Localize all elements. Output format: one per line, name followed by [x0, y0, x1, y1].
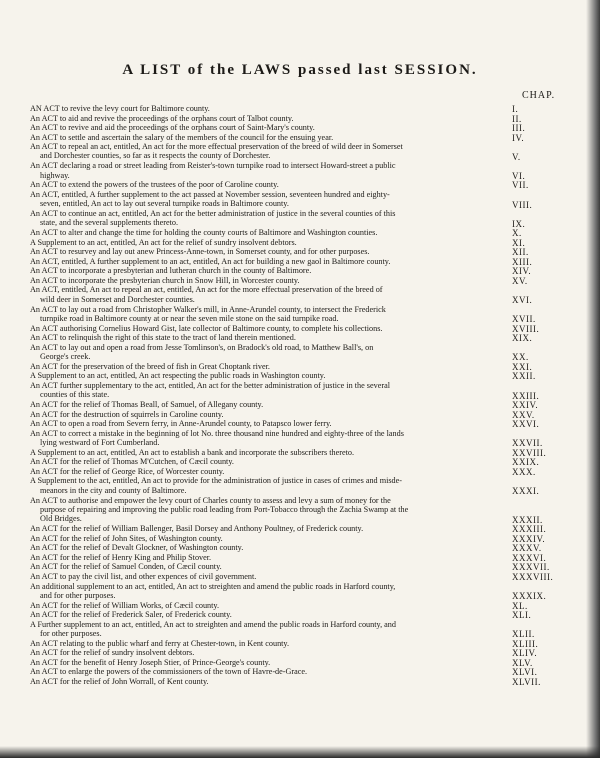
page-bottom-edge: [0, 746, 600, 758]
chapter-number: IX.: [512, 218, 526, 229]
chapter-number: XXXIX.: [512, 591, 547, 602]
chapter-number: XI.: [512, 237, 526, 248]
chapter-number: XIV.: [512, 266, 532, 277]
chapter-number: XXV.: [512, 409, 535, 420]
law-entry: [30, 276, 525, 285]
chapter-number: XII.: [512, 247, 529, 258]
chapter-number: XVII.: [512, 314, 536, 325]
law-text: An ACT, entitled, A further supplement to an act, entitled, An act for building a new gaol in Baltimore county.: [30, 256, 391, 266]
law-entry: [30, 543, 525, 552]
law-text: A Supplement to an act, entitled, An act respecting the public roads in Washington county.: [30, 371, 326, 381]
law-text: A Supplement to an act, entitled, An act to establish a bank and incorporate the subscribers thereto.: [30, 447, 354, 457]
law-text-continuation: purpose of repairing and improving the public road leading from Port-Tobacco through the Zachia Swamp at the: [40, 504, 409, 514]
law-text-continuation: and Dorchester counties, so far as it respects the county of Dorchester.: [40, 151, 271, 161]
law-text: An ACT to extend the powers of the trustees of the poor of Caroline county.: [30, 180, 279, 190]
law-text: An ACT further supplementary to the act, entitled, An act for the better administration of justice in the several: [30, 380, 390, 390]
law-text: An ACT to relinquish the right of this state to the tract of land therein mentioned.: [30, 333, 296, 343]
chapter-number: XXIX.: [512, 457, 540, 468]
law-text-continuation: wild deer in Somerset and Dorchester counties.: [40, 294, 195, 304]
chapter-number: VIII.: [512, 199, 533, 210]
chapter-number: XXIII.: [512, 390, 540, 401]
law-entry: [30, 247, 525, 256]
chapter-number: IV.: [512, 132, 525, 143]
law-text: An ACT to incorporate the presbyterian church in Snow Hill, in Worcester county.: [30, 275, 300, 285]
law-entry: [30, 133, 525, 142]
chapter-number: XLII.: [512, 629, 535, 640]
law-entry: [30, 266, 525, 275]
law-entry: [30, 562, 525, 571]
law-text: An ACT for the relief of Devalt Glockner, of Washington county.: [30, 543, 244, 553]
law-entry: [30, 620, 525, 638]
chapter-number: XXXVIII.: [512, 571, 554, 582]
chapter-number: XVI.: [512, 295, 533, 305]
law-text: An ACT to aid and revive the proceedings of the orphans court of Talbot county.: [30, 113, 294, 123]
chapter-number: XXX.: [512, 466, 536, 477]
chapter-number: XXVII.: [512, 438, 543, 449]
law-entry: [30, 362, 525, 371]
chapter-number: XXXV.: [512, 543, 542, 554]
law-text-continuation: lying westward of Fort Cumberland.: [40, 437, 160, 447]
law-text: An ACT to authorise and empower the levy court of Charles county to assess and levy a sum of money for the: [30, 495, 391, 505]
law-entry: [30, 190, 525, 208]
chapter-number: XXXVI.: [512, 552, 547, 563]
chapter-number: XXXVII.: [512, 562, 550, 573]
chapter-number: XLIV.: [512, 648, 538, 659]
law-entry: [30, 572, 525, 581]
law-text: An ACT for the relief of William Works, of Cæcil county.: [30, 600, 220, 610]
law-text: An ACT to resurvey and lay out anew Princess-Anne-town, in Somerset county, and for other purposes.: [30, 247, 370, 257]
law-text: A Supplement to the act, entitled, An act to provide for the administration of justice in cases of crimes and misde-: [30, 476, 402, 486]
law-entry: [30, 381, 525, 399]
law-text-continuation: for other purposes.: [40, 628, 102, 638]
law-entry: [30, 114, 525, 123]
chapter-number: XXXIII.: [512, 524, 547, 535]
law-entry: [30, 400, 525, 409]
law-text-continuation: state, and the several supplements thereto.: [40, 218, 179, 228]
law-entry: [30, 677, 525, 686]
chapter-number: XXXII.: [512, 514, 543, 525]
law-entry: [30, 123, 525, 132]
chapter-number: XL.: [512, 600, 528, 611]
law-text: An ACT authorising Cornelius Howard Gist, late collector of Baltimore county, to complete his collections.: [30, 323, 383, 333]
law-entry: [30, 648, 525, 657]
chapter-number: XXI.: [512, 361, 533, 372]
law-entry: [30, 257, 525, 266]
chapter-number: X.: [512, 228, 522, 239]
law-entry: [30, 371, 525, 380]
chapter-number: XVIII.: [512, 323, 540, 334]
law-entry: [30, 419, 525, 428]
law-text-continuation: counties of this state.: [40, 390, 110, 400]
law-entry: [30, 667, 525, 676]
law-entry: [30, 496, 525, 524]
chapter-number: XX.: [512, 352, 529, 363]
law-text-continuation: meanors in the city and county of Baltimore.: [40, 485, 187, 495]
law-entry: [30, 305, 525, 323]
law-text: An ACT for the relief of George Rice, of Worcester county.: [30, 466, 225, 476]
law-text: An ACT to revive and aid the proceedings of the orphans court of Saint-Mary's county.: [30, 123, 315, 133]
law-text: An ACT declaring a road or street leading from Reister's-town turnpike road to intersect Howard-street a public: [30, 161, 396, 171]
chapter-number: XXXIV.: [512, 533, 546, 544]
law-entry: [30, 467, 525, 476]
law-text-continuation: and for other purposes.: [40, 590, 116, 600]
law-entry: [30, 209, 525, 227]
law-entry: [30, 524, 525, 533]
law-text: An ACT for the relief of Frederick Saler, of Frederick county.: [30, 610, 232, 620]
chapter-number: XIX.: [512, 333, 533, 344]
law-text: An ACT to pay the civil list, and other expences of civil government.: [30, 571, 257, 581]
chapter-number: XXXI.: [512, 486, 540, 496]
chapter-number: VII.: [512, 180, 529, 191]
chapter-number: III.: [512, 123, 526, 134]
law-entry: [30, 161, 525, 179]
law-text: An ACT for the benefit of Henry Joseph Stier, of Prince-George's county.: [30, 657, 271, 667]
law-entry: [30, 238, 525, 247]
law-entry: [30, 180, 525, 189]
law-text: An ACT relating to the public wharf and ferry at Chester-town, in Kent county.: [30, 638, 290, 648]
law-entry: [30, 639, 525, 648]
law-entry: [30, 285, 525, 303]
chapter-column-header: CHAP.: [522, 90, 556, 101]
chapter-number: II.: [512, 113, 522, 124]
law-entry: [30, 410, 525, 419]
law-text-continuation: highway.: [40, 170, 70, 180]
law-entry: [30, 324, 525, 333]
law-text: An ACT to lay out a road from Christopher Walker's mill, in Anne-Arundel county, to intersect the Frederick: [30, 304, 386, 314]
page-edge-shadow: [586, 0, 600, 758]
law-entry: [30, 104, 525, 113]
chapter-number: XIII.: [512, 256, 533, 267]
law-text: An ACT, entitled, An act to repeal an act, entitled, An act for the more effectual preservation of the breed of: [30, 285, 383, 295]
chapter-number: I.: [512, 104, 519, 114]
law-text: An ACT for the relief of John Worrall, of Kent county.: [30, 677, 209, 686]
law-text: An ACT for the destruction of squirrels in Caroline county.: [30, 409, 224, 419]
law-text-continuation: seven, entitled, An act to lay out several turnpike roads in Baltimore county.: [40, 199, 289, 209]
chapter-number: XLI.: [512, 610, 532, 621]
law-text-continuation: Old Bridges.: [40, 513, 82, 523]
law-text: An ACT, entitled, A further supplement to the act passed at November session, seventeen hundred and eighty-: [30, 189, 390, 199]
law-text-continuation: George's creek.: [40, 351, 91, 361]
law-entry: [30, 610, 525, 619]
law-text: An ACT for the relief of Thomas M'Cutchen, of Cæcil county.: [30, 457, 234, 467]
law-entry: [30, 582, 525, 600]
chapter-number: VI.: [512, 170, 526, 181]
law-entry: [30, 429, 525, 447]
page-title: A LIST of the LAWS passed last SESSION.: [122, 62, 478, 78]
chapter-number: XV.: [512, 275, 528, 286]
law-entry: [30, 658, 525, 667]
law-text-continuation: turnpike road in Baltimore county at or near the seven mile stone on the said turnpike road.: [40, 313, 339, 323]
law-text: An ACT for the relief of Henry King and Philip Stover.: [30, 552, 212, 562]
law-text: AN ACT to revive the levy court for Baltimore county.: [30, 104, 210, 113]
law-text: A Supplement to an act, entitled, An act for the relief of sundry insolvent debtors.: [30, 237, 297, 247]
law-entry: [30, 448, 525, 457]
law-text: An ACT for the relief of Thomas Beall, of Samuel, of Allegany county.: [30, 400, 264, 410]
law-entry: [30, 534, 525, 543]
chapter-number: XXVIII.: [512, 447, 547, 458]
law-entry: [30, 457, 525, 466]
law-entry: [30, 142, 525, 160]
law-entry: [30, 343, 525, 361]
law-text: An ACT for the relief of sundry insolvent debtors.: [30, 648, 195, 658]
chapter-number: V.: [512, 151, 521, 162]
chapter-number: XLVII.: [512, 677, 541, 687]
law-entry: [30, 601, 525, 610]
chapter-number: XLVI.: [512, 667, 538, 678]
law-text: An ACT to repeal an act, entitled, An act for the more effectual preservation of the breed of wild deer in Somerset: [30, 142, 403, 152]
law-text: An ACT for the preservation of the breed of fish in Great Choptank river.: [30, 361, 270, 371]
law-text: An ACT for the relief of John Sites, of Washington county.: [30, 533, 223, 543]
law-entry: [30, 553, 525, 562]
law-text: An ACT to incorporate a presbyterian and lutheran church in the county of Baltimore.: [30, 266, 312, 276]
law-text: A Further supplement to an act, entitled, An act to streighten and amend the public roads in Harford county, and: [30, 619, 396, 629]
law-entry: [30, 228, 525, 237]
chapter-number: XXIV.: [512, 400, 539, 411]
chapter-number: XXVI.: [512, 419, 540, 430]
law-text: An ACT for the relief of William Ballenger, Basil Dorsey and Anthony Poultney, of Frederick county.: [30, 524, 364, 534]
law-text: An ACT to alter and change the time for holding the county courts of Baltimore and Washington counties.: [30, 228, 378, 238]
law-text: An ACT for the relief of Samuel Conden, of Cæcil county.: [30, 562, 222, 572]
chapter-number: XXII.: [512, 371, 536, 382]
law-text: An ACT to lay out and open a road from Jesse Tomlinson's, on Bradock's old road, to Matthew Ball's, on: [30, 342, 374, 352]
law-text: An ACT to settle and ascertain the salary of the members of the council for the ensuing year.: [30, 132, 334, 142]
law-text: An ACT to enlarge the powers of the commissioners of the town of Havre-de-Grace.: [30, 667, 308, 677]
law-text: An ACT to open a road from Severn ferry, in Anne-Arundel county, to Patapsco lower ferry.: [30, 419, 332, 429]
chapter-number: XLV.: [512, 657, 533, 668]
chapter-number: XLIII.: [512, 638, 539, 649]
law-entry: [30, 476, 525, 494]
law-text: An ACT to correct a mistake in the beginning of lot No. three thousand nine hundred and eighty-three of the lands: [30, 428, 404, 438]
law-text: An ACT to continue an act, entitled, An act for the better administration of justice in the several counties of this: [30, 209, 396, 219]
law-text: An additional supplement to an act, entitled, An act to streighten and amend the public roads in Harford county,: [30, 581, 396, 591]
law-entry: [30, 333, 525, 342]
